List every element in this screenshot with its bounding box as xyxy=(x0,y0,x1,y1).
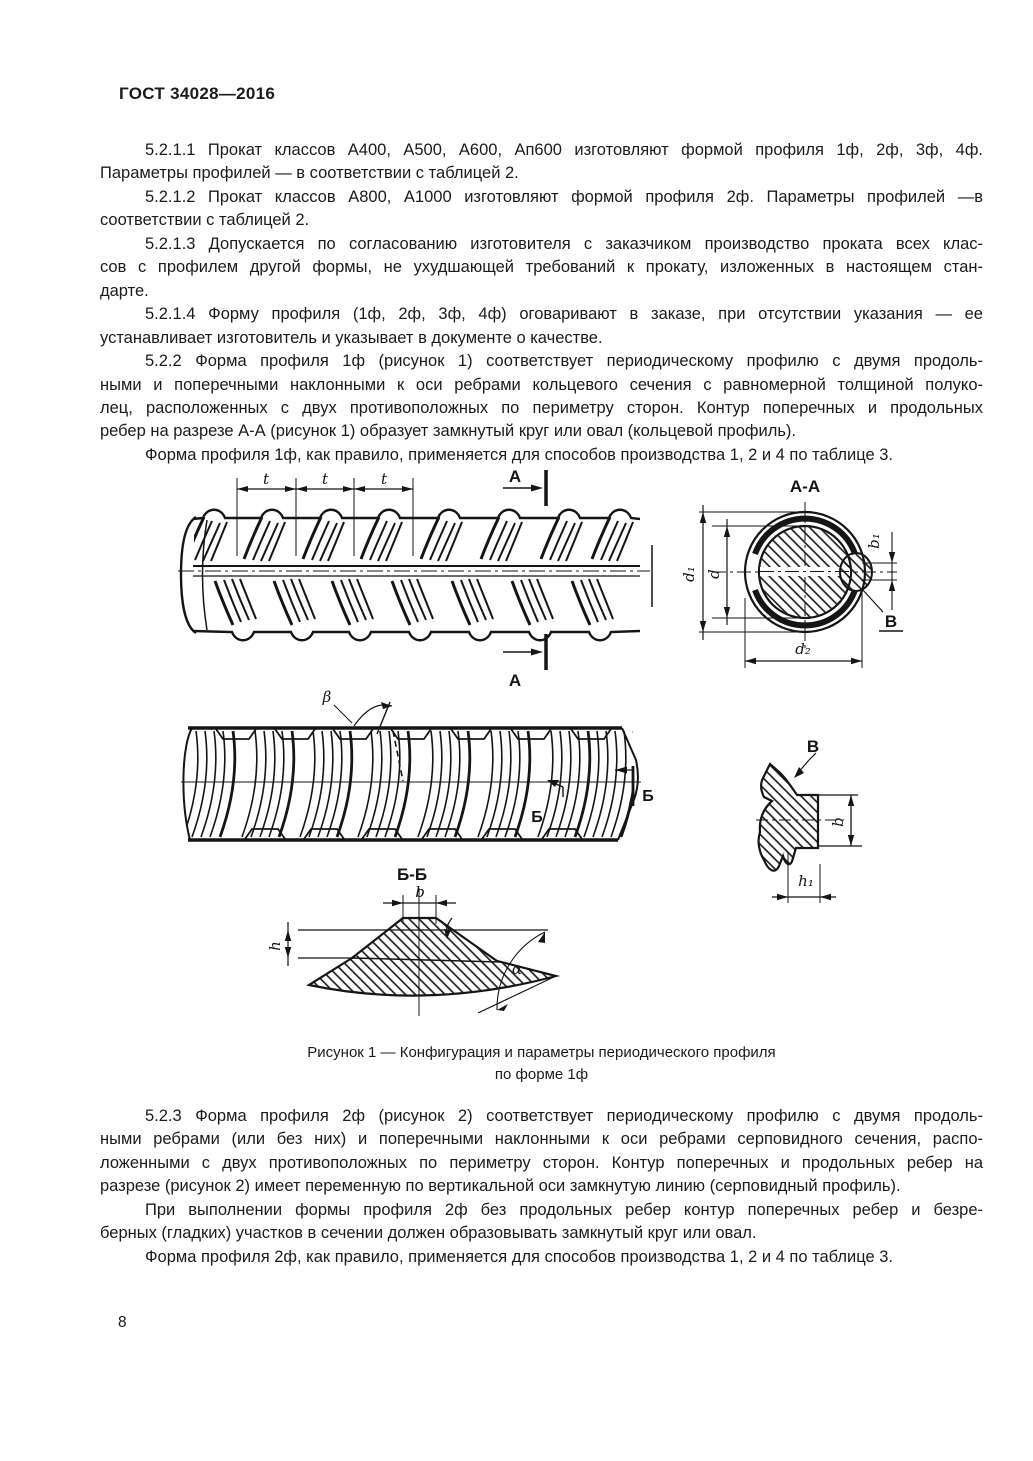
text-line: дарте. xyxy=(100,281,149,300)
dim-label-t-1: t xyxy=(262,470,270,488)
figure-caption-line: по форме 1ф xyxy=(494,1066,589,1083)
section-letter-a-bottom: А xyxy=(508,671,522,690)
text-line: ребер на разрезе А-А (рисунок 1) образует замкнутый круг или овал (кольцевой профиль). xyxy=(100,422,796,441)
detail-v-leader xyxy=(862,589,883,612)
text-line: Форма профиля 1ф, как правило, применяется для способов производства 1, 2 и 4 по таблице 3. xyxy=(145,445,894,464)
section-bb-title: Б-Б xyxy=(396,865,428,884)
detail-letter-v: В xyxy=(884,612,898,631)
rebar-side-view-rotated xyxy=(181,702,641,840)
page-title: ГОСТ 34028—2016 xyxy=(119,84,276,103)
text-line: Параметры профилей — в соответствии с таблицей 2. xyxy=(100,164,519,183)
dimension-h xyxy=(285,922,291,966)
text-line: сов с профилем другой формы, не ухудшающей требований к прокату, изложенных в настоящем стан- xyxy=(100,258,983,277)
text-line: 5.2.3 Форма профиля 2ф (рисунок 2) соответствует периодическому профилю с двумя продоль- xyxy=(145,1107,983,1125)
text-line: ными и поперечными наклонными к оси ребрами кольцевого сечения с равномерной толщиной полуко- xyxy=(100,375,983,394)
text-line: 5.2.1.1 Прокат классов А400, А500, А600, Ап600 изготовляют формой профиля 1ф, 2ф, 3ф, 4ф. xyxy=(145,141,983,159)
text-line: 5.2.1.3 Допускается по согласованию изготовителя с заказчиком производство проката всех клас- xyxy=(145,234,983,253)
text-line: берных (гладких) участков в сечении должен образовывать замкнутый круг или овал. xyxy=(100,1224,757,1243)
dim-label-b1: b₁ xyxy=(865,533,883,549)
text-line: ными ребрами (или без них) и поперечными наклонными к оси ребрами серповидного сечения, распо- xyxy=(100,1130,983,1149)
dim-label-d: d xyxy=(705,569,723,579)
dim-label-t-2: t xyxy=(321,470,329,488)
page-number: 8 xyxy=(118,1314,127,1331)
dim-label-beta: β xyxy=(322,688,332,706)
dim-label-d2: d₂ xyxy=(795,640,811,658)
section-bb-view xyxy=(285,888,556,1016)
dim-label-alpha: α xyxy=(511,960,523,978)
rebar-side-view-1f xyxy=(178,470,652,670)
text-line: При выполнении формы профиля 2ф без продольных ребер контур поперечных ребер и безре- xyxy=(145,1200,983,1219)
text-line: устанавливает изготовитель и указывает в документе о качестве. xyxy=(100,328,603,347)
section-letter-b-mid: Б xyxy=(531,809,543,826)
figure-caption-line: Рисунок 1 — Конфигурация и параметры периодического профиля xyxy=(307,1044,776,1061)
dimension-t-steps xyxy=(237,478,413,556)
dim-label-d1: d₁ xyxy=(680,566,698,582)
text-line: разрезе (рисунок 2) имеет переменную по вертикальной оси замкнутую линию (серповидный профиль). xyxy=(100,1177,901,1196)
text-line: 5.2.2 Форма профиля 1ф (рисунок 1) соответствует периодическому профилю с двумя продоль- xyxy=(145,352,983,371)
dim-label-t-3: t xyxy=(380,470,388,488)
detail-v-title: В xyxy=(806,737,820,756)
text-line: соответствии с таблицей 2. xyxy=(100,211,310,230)
dim-label-b-bb: b xyxy=(415,883,425,901)
text-line: 5.2.1.2 Прокат классов А800, А1000 изготовляют формой профиля 2ф. Параметры профилей —в xyxy=(145,187,983,206)
text-line: ложенными с двух противоположных по периметру сторон. Контур поперечных и продольных ребер на xyxy=(100,1153,983,1172)
text-line: лец, расположенных с двух противоположных по периметру сторон. Контур поперечных и продольных xyxy=(100,398,983,417)
dim-label-h: h xyxy=(266,941,284,951)
angle-beta-mark xyxy=(334,702,403,781)
section-aa-title: А-А xyxy=(789,477,821,496)
text-line: Форма профиля 2ф, как правило, применяется для способов производства 1, 2 и 4 по таблице 3. xyxy=(145,1247,894,1266)
text-line: 5.2.1.4 Форму профиля (1ф, 2ф, 3ф, 4ф) оговаривают в заказе, при отсутствии указания — ее xyxy=(145,305,983,324)
dim-label-h1: h₁ xyxy=(798,872,814,890)
section-letter-a-top: А xyxy=(508,467,522,486)
dim-label-b-detail: b xyxy=(829,817,847,827)
section-letter-b-right: Б xyxy=(642,788,654,805)
